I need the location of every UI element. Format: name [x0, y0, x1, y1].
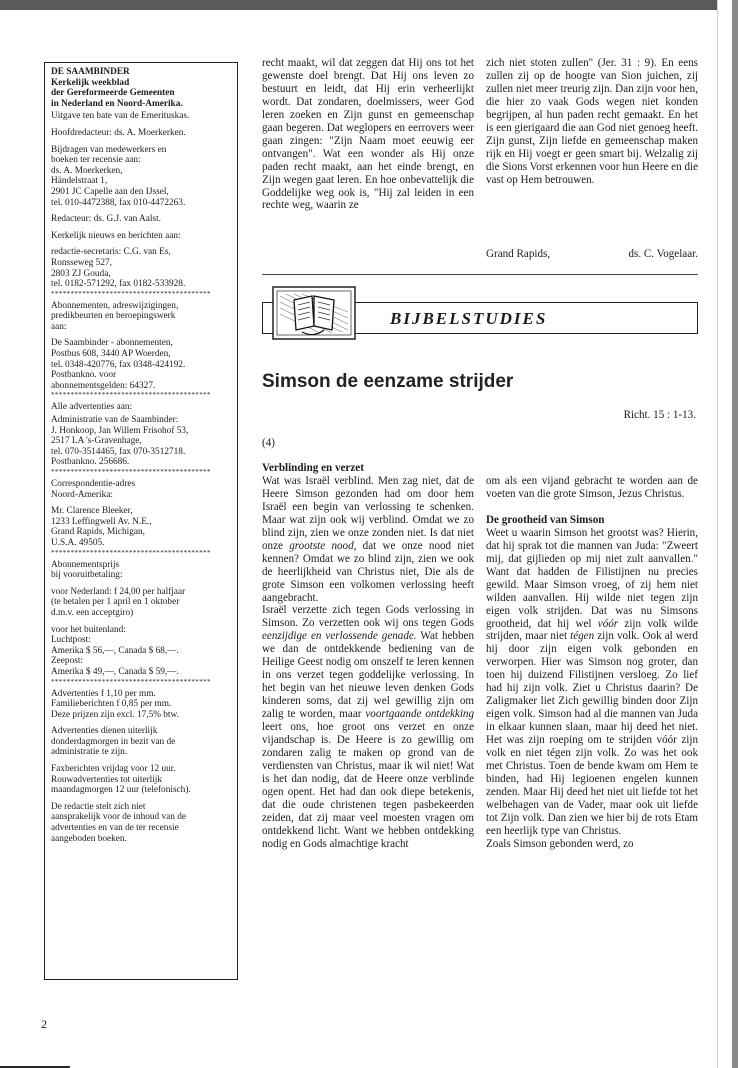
- ads-label: Alle advertenties aan:: [51, 402, 133, 413]
- scan-top-edge: [0, 0, 738, 10]
- editor: Redacteur: ds. G.J. van Aalst.: [51, 214, 161, 225]
- subheading-verblinding: Verblinding en verzet: [262, 462, 364, 474]
- separator: *****************************************: [51, 548, 211, 557]
- separator: *****************************************: [51, 468, 211, 476]
- chief-editor: Hoofdredacteur: ds. A. Moerkerken.: [51, 127, 186, 138]
- masthead-subtitle: Uitgave ten bate van de Emerituskas.: [51, 111, 190, 122]
- masthead-title: DE SAAMBINDER Kerkelijk weekblad der Gereformeerde Gemeenten in Nederland en Noord-Amerika.: [51, 67, 183, 109]
- price-label: Abonnementsprijs bij vooruitbetaling:: [51, 559, 123, 581]
- article-paragraph: Wat was Israël verblind. Men zag niet, dat de Heere Simson gezonden had om door hem Israël een begin van verlossing te schenken. Maar wat zijn ook wij verblind. Omdat we zo blind zijn, zien we onze zonden niet. Is dat niet onze grootste nood, dat we onze nood niet kennen? Omdat we zo blind zijn, zien we ook de heerlijkheid van Christus niet, Die als de grote Simson een volkomen verlossing heeft aangebracht. Israël verzette zich tegen Gods verlossing in Simson. Zo verzetten ook wij ons tegen Gods eenzijdige en verlossende genade. Wat hebben we dan de ontdekkende bediening van de Heilige Geest nodig om onszelf te leren kennen in ons verzet tegen goddelijke verlossing. In het begin van het nieuwe leven denken Gods kinderen soms, dat zij wel gewillig zijn om zalig te worden, maar voortgaande ontdekking leert ons, hoe groot ons verzet en onze vijandschap is. De Heere is zo gewillig om zondaren zalig te maken op grond van de verdiensten van Christus, maar ik wil niet! Wat is het dan nodig, dat de Heere onze verblinde ogen opent. Het had dan ook diepe betekenis, dat die oude christenen tegen pasbekeerden zeiden, dat zij maar veel moesten vragen om ontdekkend licht. Want we hebben ontdekking nodig en Gods almachtige kracht: [262, 474, 475, 850]
- continued-article-text: zich niet stoten zullen" (Jer. 31 : 9). En eens zullen zij op de hoogte van Sion juichen, zij zullen niet meer treurig zijn. Dan zijn voor hen, die hier zo vaak Gods wegen niet konden begrijpen, al hun paden recht gemaakt. En het is een gierigaard die aan God niet genoeg heeft. Zijn gunst, Zijn liefde en gemeenschap maken rijk en Hij voegt er geen smart bij. Welzalig zij die Sions Vorst erkennen voor hun Heere en die vast op Hem betrouwen.: [486, 57, 698, 186]
- contributions-info: Bijdragen van medewerkers en boeken ter recensie aan: ds. A. Moerkerken, Händelstraat 1, 2901 JC Capelle aan den IJssel, tel. 010-4472388, fax 010-4472263.: [51, 144, 186, 208]
- ads-address: Administratie van de Saambinder: J. Honkoop, Jan Willem Frisohof 53, 2517 LA 's-Gravenhage, tel. 070-3514465, fax 070-3512718. Postbankno. 256686.: [51, 415, 189, 468]
- page-number: 2: [41, 1017, 47, 1031]
- scan-right-margin: [717, 0, 732, 1068]
- continued-article-text: recht maakt, wil dat zeggen dat Hij ons tot het gewenste doel brengt. Dat Hij ons leven zo bestuurt en leidt, dat Hij erin verheerlijkt wordt. Dat zondaren, doelmissers, weer God leren zoeken en Zijn gunst en gemeenschap gaan begeren. Dat weglopers en eerrovers weer gaan zingen: "Zijn Naam moet eeuwig eer ontvangen". Wat een wonder als Hij onze paden recht maakt, aan het einde brengt, en Zijn wegen gaat leren. En hoe onbevattelijk die Goddelijke weg ook is, "Hij zal leiden in een rechte weg, waarin ze: [262, 57, 474, 212]
- part-number: (4): [262, 437, 275, 449]
- article-paragraph: Weet u waarin Simson het grootst was? Hierin, dat hij sprak tot die mannen van Juda: "Zweert mij, dat gijlieden op mij niet zult aanvallen." Want dat hadden de Filistijnen nu precies gewild. Maar Simson vroeg, of zij hem niet wilden aanvallen. Hij wilde niet tegen zijn eigen volk strijden. Dat was nu Simsons grootheid, dat hij wel vóór zijn volk wilde strijden, maar niet tégen zijn volk. Ook al werd hij door zijn eigen volk gebonden en verworpen. Hier was Simson nog groter, dan toen hij duizend Filistijnen versloeg. Zo lief had hij zijn volk. Ziet u Christus daarin? De Zaligmaker liet Zich gewillig binden door Zijn eigen volk. Simson had al die mannen van Juda in elkaar kunnen slaan, maar hij deed het niet. Het was zijn roeping om te strijden vóór zijn volk en niet tégen zijn volk. Zo was het ook met Christus. Toen de bende kwam om Hem te binden, had Hij legioenen engelen kunnen zenden. Maar Hij deed het niet uit liefde tot het welbehagen van de Vader, maar ook uit liefde tot Zijn volk. Dan zien we hier bij de rots Etam een heerlijk type van Christus. Zoals Simson gebonden werd, zo: [486, 526, 699, 850]
- section-divider: [262, 274, 698, 275]
- signature-author: ds. C. Vogelaar.: [628, 248, 698, 260]
- disclaimer: De redactie stelt zich niet aansprakelijk voor de inhoud van de advertenties en van de ter recensie aangeboden boeken.: [51, 801, 187, 844]
- masthead-box: [44, 62, 238, 980]
- continued-article-column-1: [262, 57, 474, 212]
- article-column-2: [486, 475, 698, 851]
- continued-article-column-2: [486, 57, 698, 187]
- signature-place: Grand Rapids,: [486, 248, 551, 260]
- article-column-1: [262, 462, 474, 851]
- price-abroad: voor het buitenland: Luchtpost: Amerika $ 56,—, Canada $ 68,—. Zeepost: Amerika $ 49,—, Canada $ 59,—.: [51, 624, 179, 677]
- article-title: Simson de eenzame strijder: [262, 371, 514, 392]
- scan-right-edge: [732, 0, 738, 1068]
- subscriptions-label: Abonnementen, adreswijzigingen, predikbeurten en beroepingswerk aan:: [51, 300, 179, 332]
- correspondence-address: Mr. Clarence Bleeker, 1233 Leffingwell Av. N.E., Grand Rapids, Michigan, U.S.A. 49505.: [51, 506, 152, 548]
- ad-deadline: Advertenties dienen uiterlijk donderdagmorgen in bezit van de administratie te zijn.: [51, 726, 176, 758]
- separator: *****************************************: [51, 289, 211, 298]
- fax-deadline: Faxberichten vrijdag voor 12 uur. Rouwadvertenties tot uiterlijk maandagmorgen 12 uur (telefonisch).: [51, 764, 191, 796]
- separator: *****************************************: [51, 677, 211, 686]
- secretary-info: redactie-secretaris: C.G. van Es, Ronsseweg 527, 2803 ZJ Gouda, tel. 0182-571292, fax 0182-533928.: [51, 247, 186, 290]
- ad-rates: Advertenties f 1,10 per mm. Familieberichten f 0,85 per mm. Deze prijzen zijn excl. 17,5% btw.: [51, 688, 179, 720]
- article-paragraph-intro: om als een vijand gebracht te worden aan de voeten van die grote Simson, Jezus Christus.: [486, 475, 698, 500]
- price-netherlands: voor Nederland: f 24,00 per halfjaar (te betalen per 1 april en 1 oktober d.m.v. een acceptgiro): [51, 586, 186, 618]
- subscriptions-address: De Saambinder - abonnementen, Postbus 608, 3440 AP Woerden, tel. 0348-420776, fax 0348-424192. Postbankno. voor abonnementsgelden: 64327.: [51, 338, 186, 391]
- open-bible-icon: [272, 286, 356, 340]
- separator: *****************************************: [51, 391, 211, 400]
- scripture-reference: Richt. 15 : 1-13.: [623, 409, 696, 421]
- church-news-label: Kerkelijk nieuws en berichten aan:: [51, 230, 181, 241]
- section-title: BIJBELSTUDIES: [390, 309, 548, 328]
- subheading-grootheid: De grootheid van Simson: [486, 513, 605, 526]
- correspondence-label: Correspondentie-adres Noord-Amerika:: [51, 479, 136, 500]
